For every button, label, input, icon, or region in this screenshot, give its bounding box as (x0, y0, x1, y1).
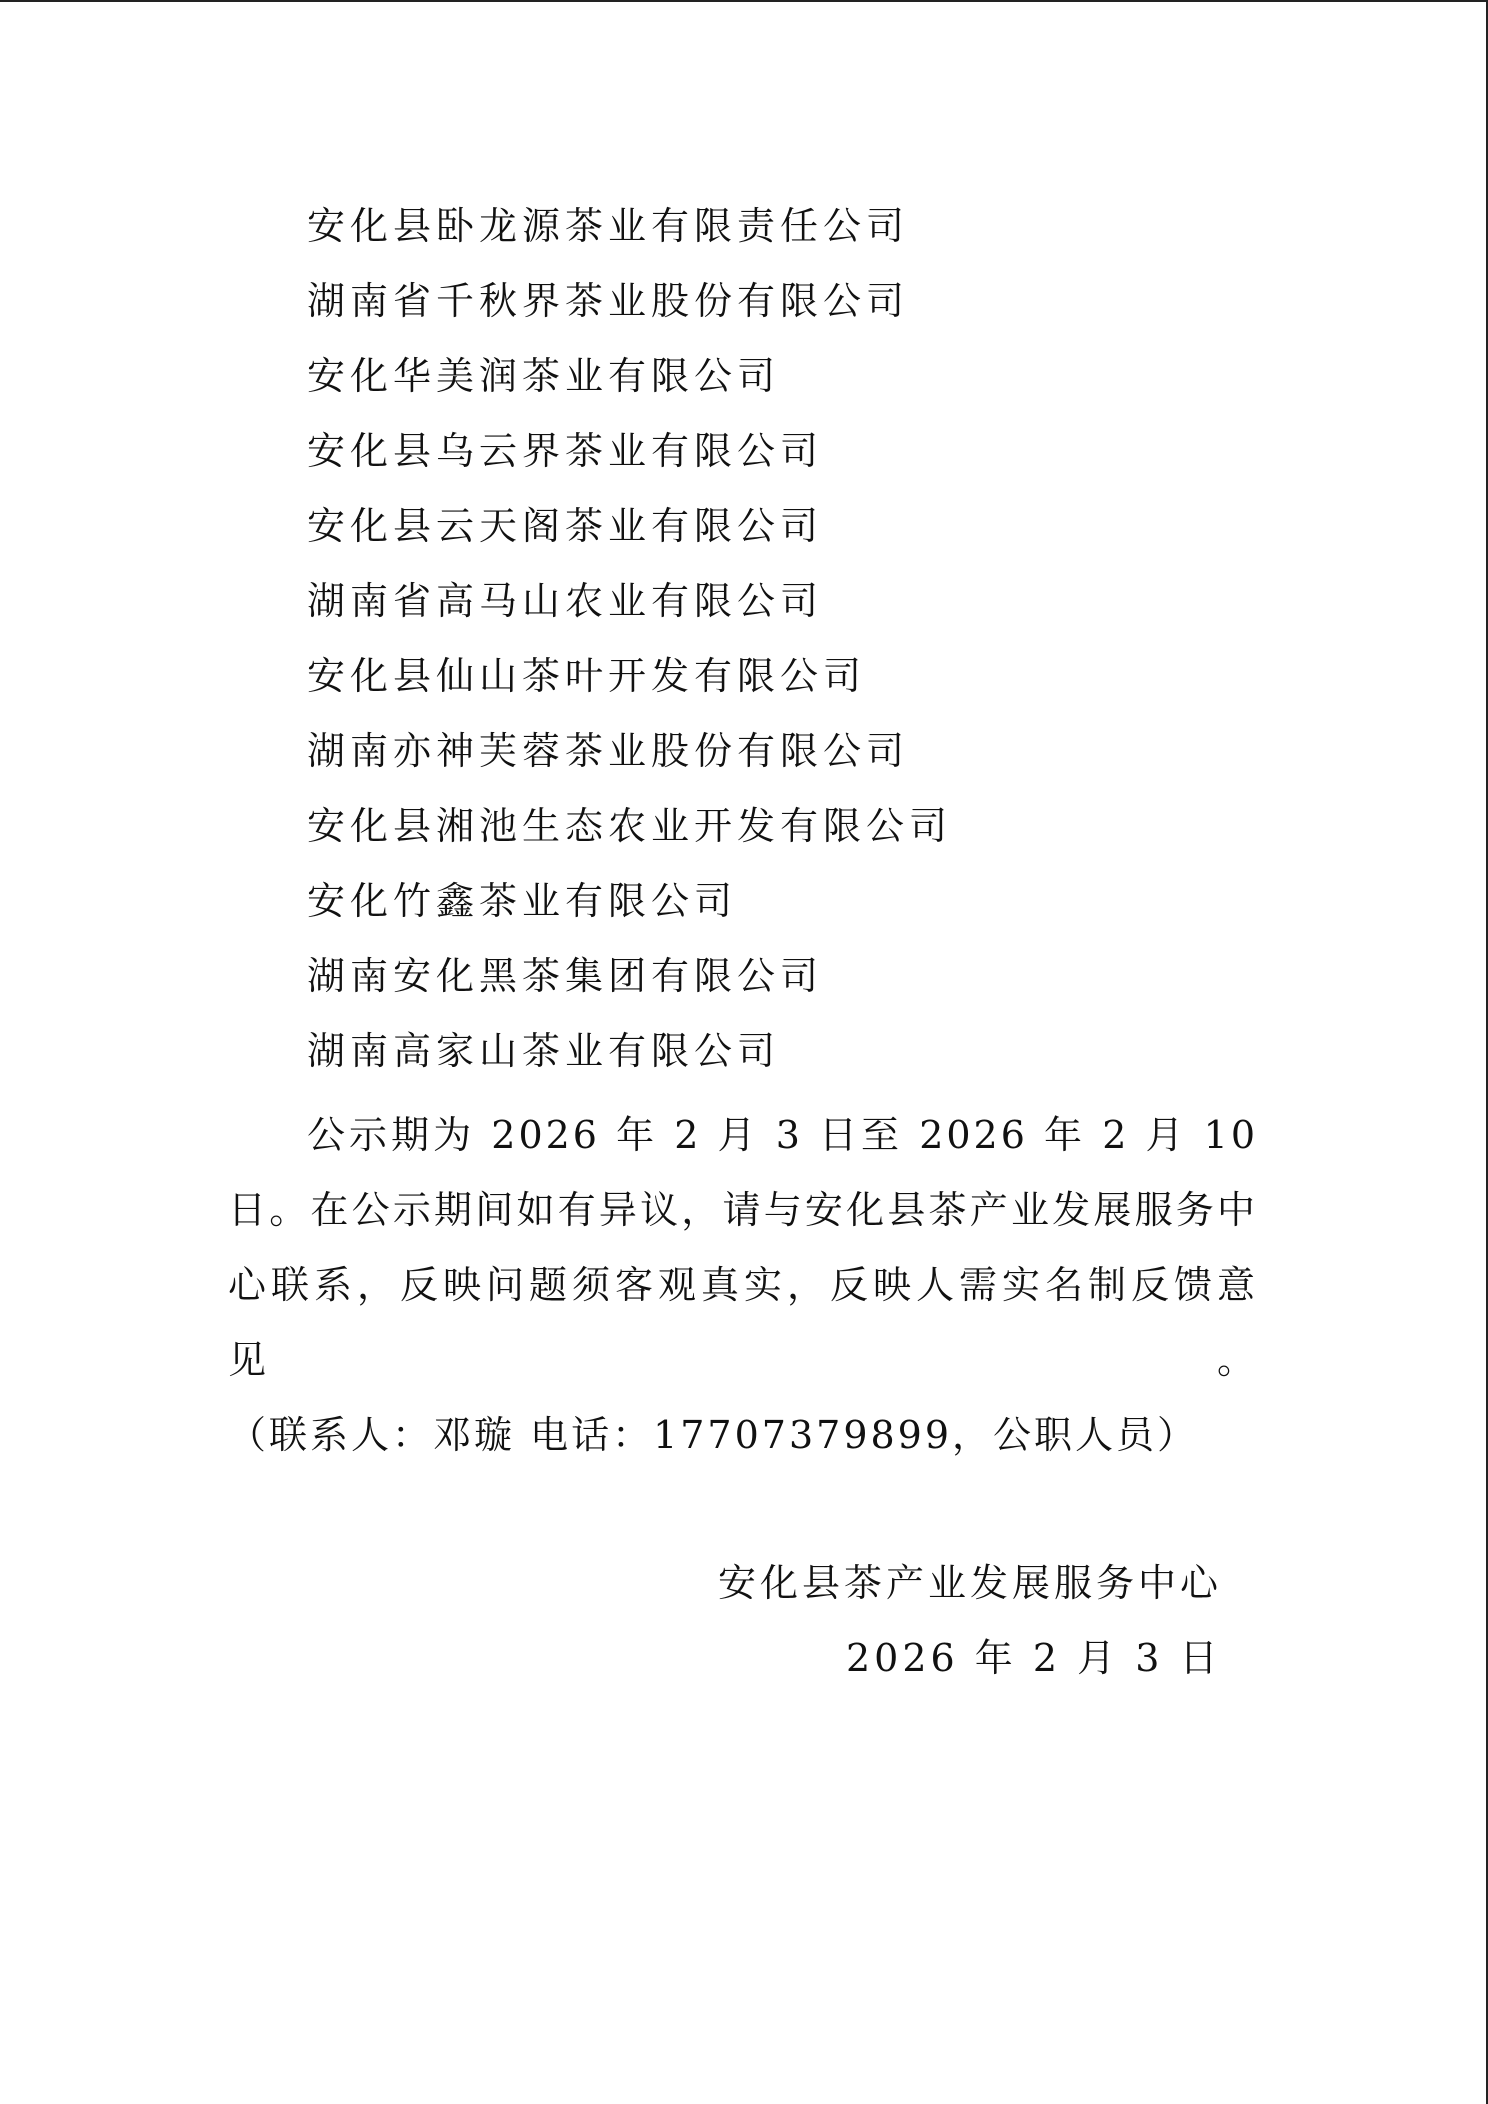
company-item: 安化县湘池生态农业开发有限公司 (307, 804, 953, 848)
signature-organization: 安化县茶产业发展服务中心 (717, 1561, 1222, 1605)
company-item: 安化县卧龙源茶业有限责任公司 (307, 204, 910, 248)
company-item: 湖南省千秋界茶业股份有限公司 (307, 279, 910, 323)
company-item: 湖南安化黑茶集团有限公司 (307, 954, 824, 998)
notice-contact: （联系人：邓璇 电话：17707379899，公职人员） (228, 1413, 1199, 1457)
notice-period: 公示期为 2026 年 2 月 3 日至 2026 年 2 月 10 日。 (228, 1113, 1258, 1232)
company-item: 湖南省高马山农业有限公司 (307, 579, 824, 623)
signature-date: 2026 年 2 月 3 日 (846, 1636, 1222, 1680)
company-item: 安化县云天阁茶业有限公司 (307, 504, 824, 548)
notice-paragraph (228, 1098, 1258, 1473)
company-item: 湖南亦神芙蓉茶业股份有限公司 (307, 729, 910, 773)
company-item: 安化竹鑫茶业有限公司 (307, 879, 738, 923)
company-item: 湖南高家山茶业有限公司 (307, 1029, 781, 1073)
company-item: 安化县仙山茶叶开发有限公司 (307, 654, 867, 698)
company-item: 安化华美润茶业有限公司 (307, 354, 781, 398)
notice-objection: 在公示期间如有异议，请与安化县茶产业发展服务中心联系，反映问题须客观真实，反映人需实名制反馈意见。 (228, 1188, 1258, 1382)
company-item: 安化县乌云界茶业有限公司 (307, 429, 824, 473)
top-border-line (0, 0, 1488, 2)
company-list (307, 198, 952, 1098)
